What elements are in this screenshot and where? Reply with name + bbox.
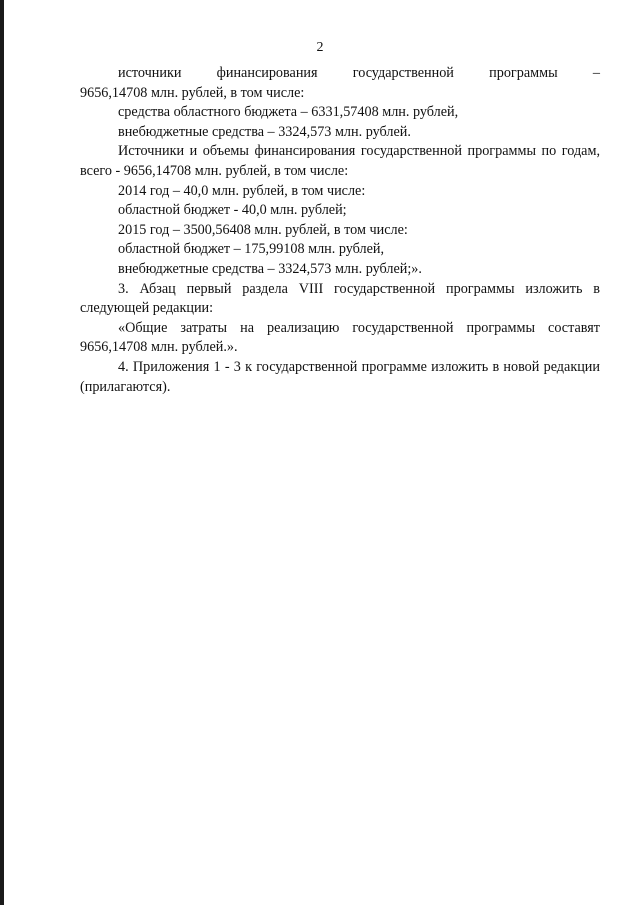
page-number: 2: [316, 40, 324, 55]
year-2015-line: 2015 год – 3500,56408 млн. рублей, в том числе:: [118, 221, 408, 238]
word: программы: [489, 65, 558, 81]
year-2014-line: 2014 год – 40,0 млн. рублей, в том числе:: [118, 182, 366, 199]
regional-budget-line: средства областного бюджета – 6331,57408 млн. рублей,: [118, 104, 459, 121]
document-body: [80, 64, 600, 397]
year-2014-regional-line: областной бюджет - 40,0 млн. рублей;: [118, 202, 347, 219]
word: финансирования: [216, 65, 318, 81]
by-years-paragraph: Источники и объемы финансирования государственной программы по годам, всего - 9656,14708 млн. рублей, в том числе:: [80, 143, 600, 179]
word: государственной: [352, 65, 454, 81]
year-2015-extrabudgetary-line: внебюджетные средства – 3324,573 млн. рублей;».: [118, 260, 422, 277]
scan-edge: [0, 0, 4, 905]
item-3-paragraph: 3. Абзац первый раздела VIII государственной программы изложить в следующей редакции:: [80, 280, 600, 317]
word: –: [592, 65, 600, 81]
funding-total-line: 9656,14708 млн. рублей, в том числе:: [80, 84, 305, 101]
funding-sources-line: [80, 64, 600, 84]
word: источники: [118, 65, 182, 81]
year-2015-regional-line: областной бюджет – 175,99108 млн. рублей,: [118, 241, 385, 258]
item-4-paragraph: 4. Приложения 1 - 3 к государственной программе изложить в новой редакции (прилагаются).: [80, 358, 600, 395]
item-3-quote: «Общие затраты на реализацию государственной программы составят 9656,14708 млн. рублей.».: [80, 319, 600, 356]
extrabudgetary-line: внебюджетные средства – 3324,573 млн. рублей.: [118, 123, 411, 140]
